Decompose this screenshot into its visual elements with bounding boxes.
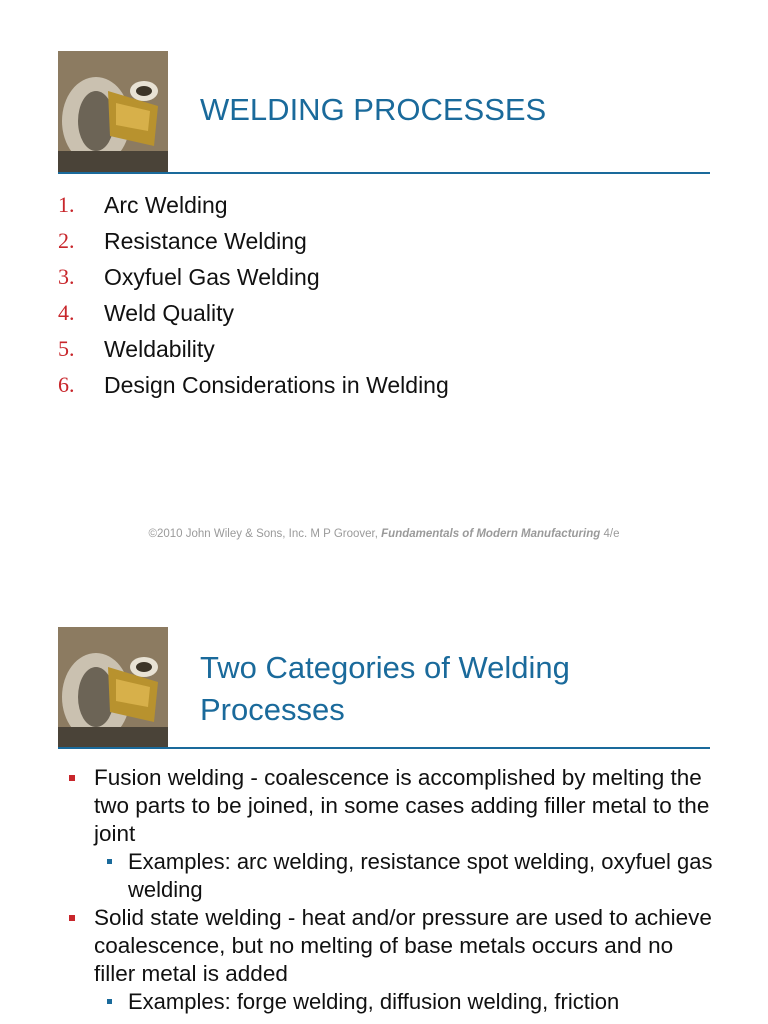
copyright-footer <box>0 528 768 540</box>
copyright-text: ©2010 John Wiley & Sons, Inc. M P Groover, <box>148 528 382 540</box>
topic-list <box>58 190 449 406</box>
list-item <box>58 190 449 226</box>
sub-bullet-item <box>66 988 716 1016</box>
item-number: 5. <box>58 336 75 361</box>
list-item <box>58 262 449 298</box>
title-divider <box>58 172 710 174</box>
slide-2 <box>0 600 768 1024</box>
bullet-text: Examples: arc welding, resistance spot welding, oxyfuel gas welding <box>128 849 713 902</box>
title-divider <box>58 747 710 749</box>
sub-bullet-marker-icon <box>107 859 112 864</box>
bullet-item <box>66 764 716 848</box>
item-text: Arc Welding <box>104 192 228 218</box>
slide-title: WELDING PROCESSES <box>200 92 547 127</box>
bullet-text: Fusion welding - coalescence is accomplished by melting the two parts to be joined, in some cases adding filler metal to the joint <box>94 765 710 846</box>
item-number: 2. <box>58 228 75 253</box>
item-number: 6. <box>58 372 75 397</box>
welding-photo-thumbnail <box>58 51 168 172</box>
item-text: Oxyfuel Gas Welding <box>104 264 320 290</box>
sub-bullet-item <box>66 848 716 904</box>
bullet-text: Solid state welding - heat and/or pressure are used to achieve coalescence, but no melting of base metals occurs and no filler metal is added <box>94 905 712 986</box>
item-number: 3. <box>58 264 75 289</box>
bullet-marker-icon <box>69 775 75 781</box>
book-title: Fundamentals of Modern Manufacturing <box>381 528 601 540</box>
bullet-list <box>66 764 716 1016</box>
welding-photo-thumbnail <box>58 627 168 748</box>
bullet-item <box>66 904 716 988</box>
bullet-marker-icon <box>69 915 75 921</box>
item-text: Weldability <box>104 336 215 362</box>
item-text: Design Considerations in Welding <box>104 372 449 398</box>
item-number: 1. <box>58 192 75 217</box>
sub-bullet-marker-icon <box>107 999 112 1004</box>
slide-title: Two Categories of Welding Processes <box>200 650 570 727</box>
list-item <box>58 226 449 262</box>
item-number: 4. <box>58 300 75 325</box>
list-item <box>58 370 449 406</box>
list-item <box>58 298 449 334</box>
bullet-text: Examples: forge welding, diffusion welding, friction <box>128 989 620 1014</box>
item-text: Resistance Welding <box>104 228 307 254</box>
item-text: Weld Quality <box>104 300 234 326</box>
edition-text: 4/e <box>600 528 620 540</box>
list-item <box>58 334 449 370</box>
